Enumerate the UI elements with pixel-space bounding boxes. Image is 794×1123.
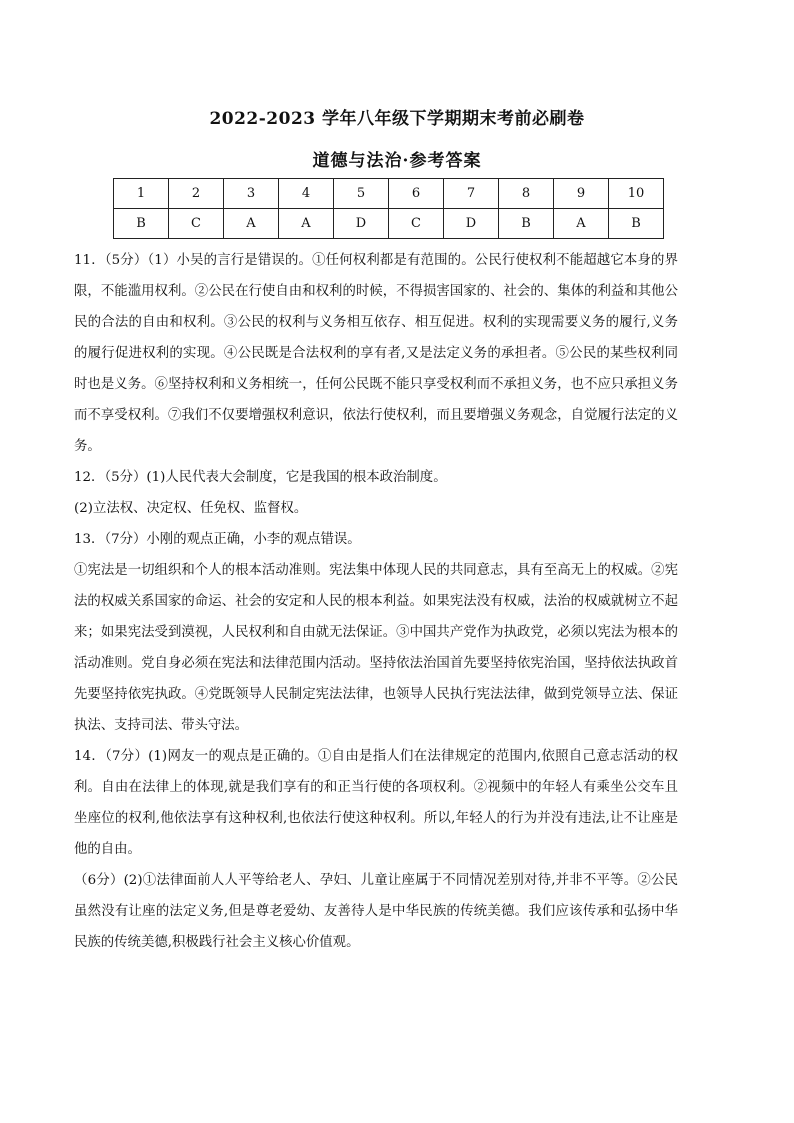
question-number-cell: 3	[224, 179, 279, 209]
answer-cell: C	[389, 209, 444, 239]
question-number-cell: 8	[499, 179, 554, 209]
question-number-cell: 1	[114, 179, 169, 209]
answer-cell: A	[279, 209, 334, 239]
answer-explanations	[74, 245, 678, 958]
question-number-cell: 6	[389, 179, 444, 209]
answer-table-number-row	[114, 179, 664, 209]
answer-q12-part2: (2)立法权、决定权、任免权、监督权。	[74, 501, 308, 516]
answer-table	[113, 178, 664, 239]
answer-cell: B	[499, 209, 554, 239]
question-number-cell: 7	[444, 179, 499, 209]
question-number-cell: 10	[609, 179, 664, 209]
answer-cell: B	[609, 209, 664, 239]
answer-q14-part2: （6分）(2)①法律面前人人平等给老人、孕妇、儿童让座属于不同情况差别对待,并非不平等。②公民虽然没有让座的法定义务,但是尊老爱幼、友善待人是中华民族的传统美德。我们应该传承和弘扬中华民族的传统美德,积极践行社会主义核心价值观。	[74, 873, 678, 950]
question-number-cell: 4	[279, 179, 334, 209]
answer-cell: A	[554, 209, 609, 239]
question-number-cell: 2	[169, 179, 224, 209]
answer-q11: 11．（5分）（1）小吴的言行是错误的。①任何权利都是有范围的。公民行使权利不能超越它本身的界限，不能滥用权利。②公民在行使自由和权利的时候，不得损害国家的、社会的、集体的利益和其他公民的合法的自由和权利。③公民的权利与义务相互依存、相互促进。权利的实现需要义务的履行,义务的履行促进权利的实现。④公民既是合法权利的享有者,又是法定义务的承担者。⑤公民的某些权利同时也是义务。⑥坚持权利和义务相统一，任何公民既不能只享受权利而不承担义务，也不应只承担义务而不享受权利。⑦我们不仅要增强权利意识，依法行使权利，而且要增强义务观念，自觉履行法定的义务。	[74, 253, 678, 454]
answer-cell: D	[444, 209, 499, 239]
answer-q14-part1: 14．（7分）(1)网友一的观点是正确的。①自由是指人们在法律规定的范围内,依照自己意志活动的权利。自由在法律上的体现,就是我们享有的和正当行使的各项权利。②视频中的年轻人有乘坐公交车且坐座位的权利,他依法享有这种权利,也依法行使这种权利。所以,年轻人的行为并没有违法,让不让座是他的自由。	[74, 749, 678, 857]
answer-q12-part1: 12．（5分）(1)人民代表大会制度，它是我国的根本政治制度。	[74, 470, 447, 485]
answer-q13-reasons: ①宪法是一切组织和个人的根本活动准则。宪法集中体现人民的共同意志，具有至高无上的权威。②宪法的权威关系国家的命运、社会的安定和人民的根本利益。如果宪法没有权威，法治的权威就树立不起来；如果宪法受到漠视，人民权利和自由就无法保证。③中国共产党作为执政党，必须以宪法为根本的活动准则。党自身必须在宪法和法律范围内活动。坚持依法治国首先要坚持依宪治国，坚持依法执政首先要坚持依宪执政。④党既领导人民制定宪法法律，也领导人民执行宪法法律，做到党领导立法、保证执法、支持司法、带头守法。	[74, 563, 678, 733]
answer-cell: D	[334, 209, 389, 239]
page-title: 2022-2023 学年八年级下学期期末考前必刷卷	[209, 109, 585, 129]
answer-cell: C	[169, 209, 224, 239]
answer-table-answer-row	[114, 209, 664, 239]
page-subtitle: 道德与法治·参考答案	[312, 151, 482, 171]
answer-cell: A	[224, 209, 279, 239]
answer-cell: B	[114, 209, 169, 239]
question-number-cell: 9	[554, 179, 609, 209]
question-number-cell: 5	[334, 179, 389, 209]
answer-q13-verdict: 13．（7分）小刚的观点正确，小李的观点错误。	[74, 532, 361, 547]
